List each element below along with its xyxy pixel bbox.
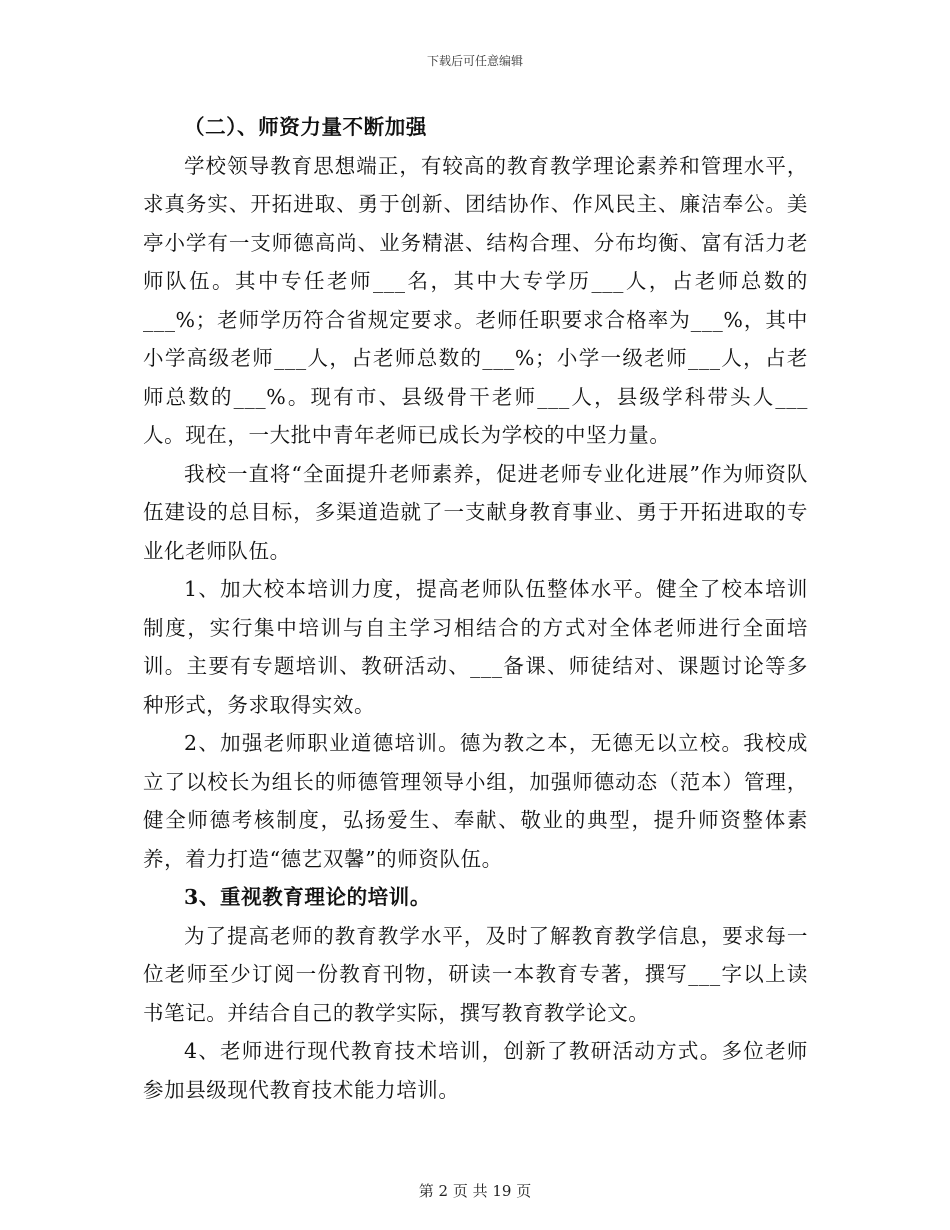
document-body — [143, 108, 808, 1109]
page-header: 下载后可任意编辑 — [426, 54, 523, 68]
paragraph-goal: 我校一直将“全面提升老师素养，促进老师专业化进展”作为师资队伍建设的总目标，多渠道造就了一支献身教育事业、勇于开拓进取的专业化老师队伍。 — [143, 461, 808, 563]
paragraph-item-3: 为了提高老师的教育教学水平，及时了解教育教学信息，要求每一位老师至少订阅一份教育刊物，研读一本教育专著，撰写___字以上读书笔记。并结合自己的教学实际，撰写教育教学论文。 — [143, 923, 808, 1025]
subheading-item-3: 3、重视教育理论的培训。 — [184, 885, 431, 909]
paragraph-intro: 学校领导教育思想端正，有较高的教育教学理论素养和管理水平，求真务实、开拓进取、勇于创新、团结协作、作风民主、廉洁奉公。美亭小学有一支师德高尚、业务精湛、结构合理、分布均衡、富有活力老师队伍。其中专任老师___名，其中大专学历___人，占老师总数的___%；老师学历符合省规定要求。老师任职要求合格率为___%，其中小学高级老师___人，占老师总数的___%；小学一级老师___人，占老师总数的___%。现有市、县级骨干老师___人，县级学科带头人___人。现在，一大批中青年老师已成长为学校的中坚力量。 — [143, 153, 808, 447]
section-title: （二）、师资力量不断加强 — [184, 115, 427, 139]
paragraph-item-4: 4、老师进行现代教育技术培训，创新了教研活动方式。多位老师参加县级现代教育技术能力培训。 — [143, 1039, 808, 1102]
paragraph-item-2: 2、加强老师职业道德培训。德为教之本，无德无以立校。我校成立了以校长为组长的师德管理领导小组，加强师德动态（范本）管理，健全师德考核制度，弘扬爱生、奉献、敬业的典型，提升师资整体素养，着力打造“德艺双馨”的师资队伍。 — [143, 731, 808, 871]
page-footer: 第 2 页 共 19 页 — [418, 1182, 532, 1200]
paragraph-item-1: 1、加大校本培训力度，提高老师队伍整体水平。健全了校本培训制度，实行集中培训与自主学习相结合的方式对全体老师进行全面培训。主要有专题培训、教研活动、___备课、师徒结对、课题讨论等多种形式，务求取得实效。 — [143, 577, 808, 717]
